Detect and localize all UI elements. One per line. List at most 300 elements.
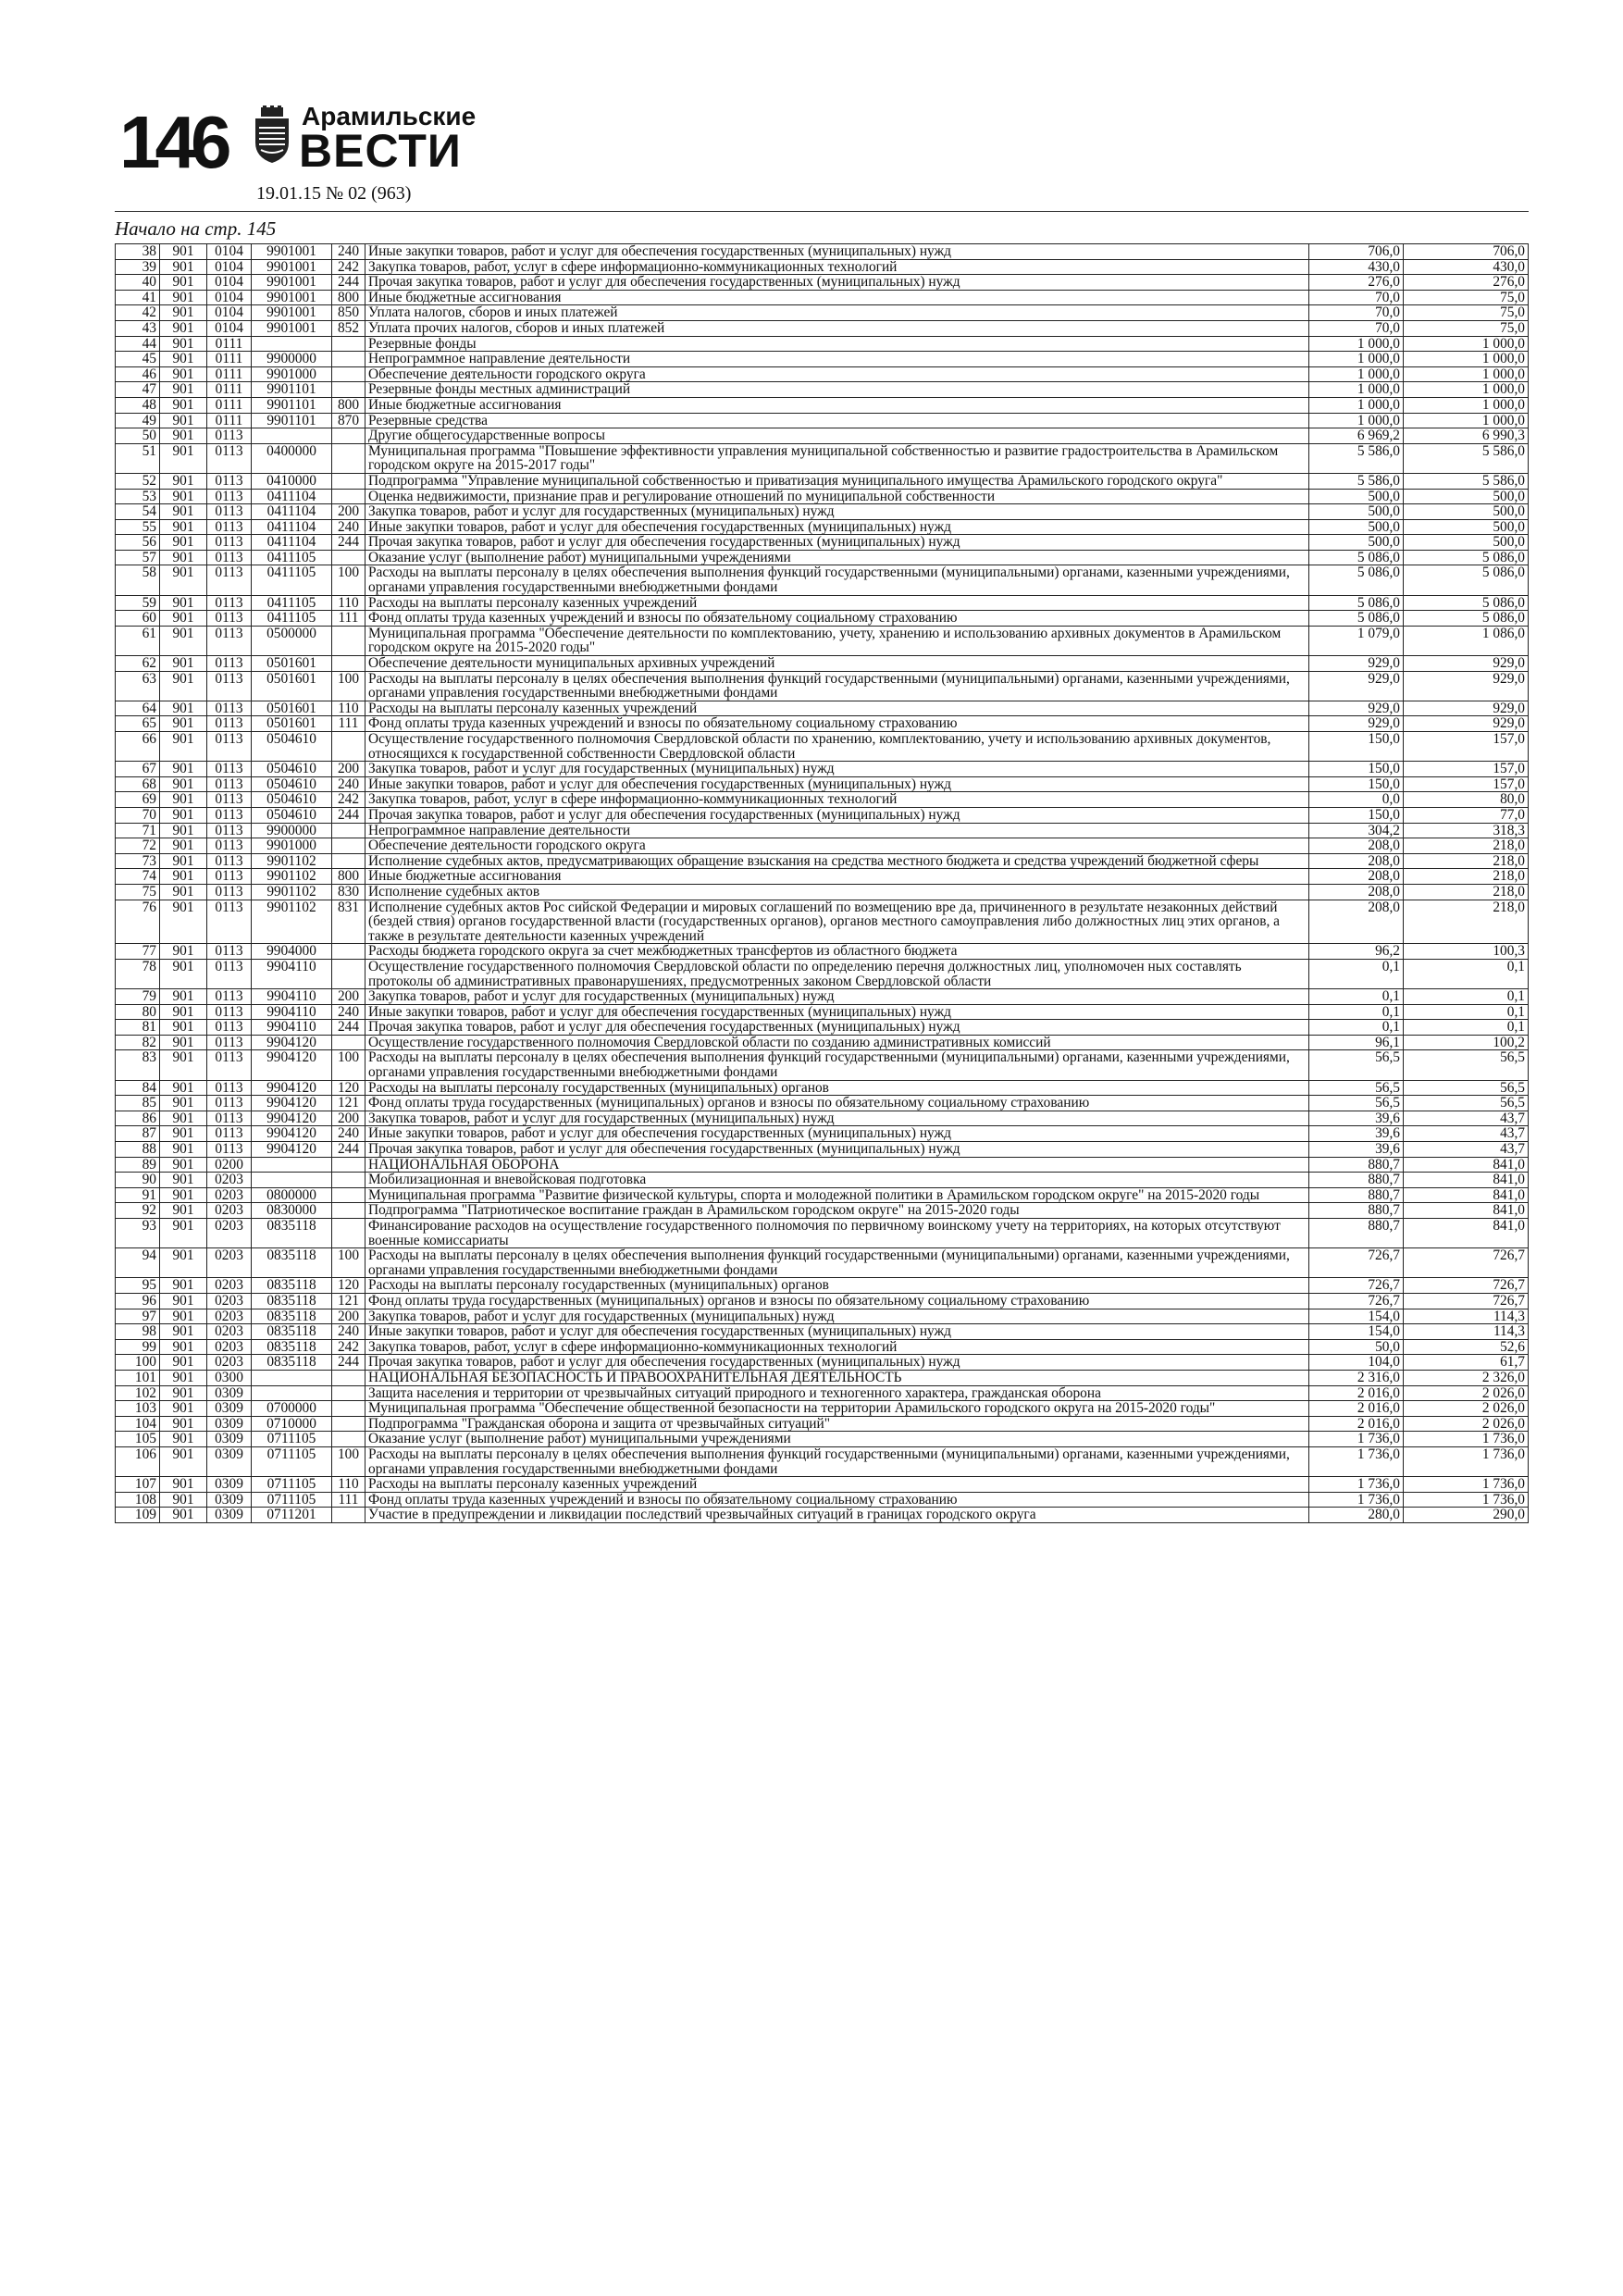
item-description: Защита населения и территории от чрезвычайных ситуаций природного и техногенного характера, гражданская оборона: [365, 1385, 1309, 1401]
row-number: 45: [116, 352, 160, 367]
amount-2016: 1 736,0: [1309, 1492, 1404, 1508]
department-code: 901: [160, 1508, 207, 1523]
section-code: 0309: [207, 1492, 252, 1508]
section-code: 0203: [207, 1219, 252, 1248]
target-article-code: 9904110: [252, 1020, 332, 1036]
amount-2016: 154,0: [1309, 1324, 1404, 1340]
expense-type-code: 240: [332, 776, 365, 792]
section-code: 0104: [207, 244, 252, 260]
expense-type-code: [332, 626, 365, 655]
expense-type-code: 242: [332, 792, 365, 808]
table-row: [116, 1020, 1529, 1036]
section-code: 0203: [207, 1293, 252, 1309]
amount-2016: 880,7: [1309, 1157, 1404, 1173]
item-description: Оказание услуг (выполнение работ) муниципальными учреждениями: [365, 550, 1309, 565]
row-number: 39: [116, 259, 160, 275]
department-code: 901: [160, 244, 207, 260]
target-article-code: 0501601: [252, 701, 332, 716]
amount-2016: 2 316,0: [1309, 1370, 1404, 1385]
section-code: 0113: [207, 762, 252, 777]
department-code: 901: [160, 1432, 207, 1447]
section-code: 0111: [207, 413, 252, 428]
amount-2016: 70,0: [1309, 290, 1404, 305]
department-code: 901: [160, 519, 207, 535]
expense-type-code: 111: [332, 716, 365, 732]
expense-type-code: 121: [332, 1293, 365, 1309]
department-code: 901: [160, 352, 207, 367]
item-description: Иные бюджетные ассигнования: [365, 397, 1309, 413]
table-row: [116, 1339, 1529, 1355]
item-description: Прочая закупка товаров, работ и услуг для обеспечения государственных (муниципальных) нужд: [365, 1355, 1309, 1371]
item-description: Обеспечение деятельности муниципальных архивных учреждений: [365, 656, 1309, 672]
amount-2017: 1 000,0: [1404, 382, 1529, 398]
amount-2017: 56,5: [1404, 1080, 1529, 1096]
expense-type-code: [332, 1432, 365, 1447]
item-description: НАЦИОНАЛЬНАЯ ОБОРОНА: [365, 1157, 1309, 1173]
amount-2016: 430,0: [1309, 259, 1404, 275]
expense-type-code: [332, 838, 365, 854]
table-row: [116, 382, 1529, 398]
table-row: [116, 1111, 1529, 1126]
department-code: 901: [160, 900, 207, 944]
amount-2017: 841,0: [1404, 1173, 1529, 1188]
expense-type-code: 200: [332, 1309, 365, 1324]
amount-2016: 1 000,0: [1309, 397, 1404, 413]
amount-2017: 218,0: [1404, 900, 1529, 944]
item-description: Фонд оплаты труда казенных учреждений и взносы по обязательному социальному страхованию: [365, 611, 1309, 627]
section-code: 0113: [207, 900, 252, 944]
table-row: [116, 595, 1529, 611]
table-row: [116, 1173, 1529, 1188]
item-description: Закупка товаров, работ, услуг в сфере информационно-коммуникационных технологий: [365, 259, 1309, 275]
section-code: 0200: [207, 1157, 252, 1173]
item-description: Расходы бюджета городского округа за счет межбюджетных трансфертов из областного бюджета: [365, 944, 1309, 960]
expense-type-code: [332, 473, 365, 489]
table-row: [116, 1142, 1529, 1158]
item-description: Фонд оплаты труда казенных учреждений и взносы по обязательному социальному страхованию: [365, 716, 1309, 732]
amount-2017: 726,7: [1404, 1248, 1529, 1278]
section-code: 0203: [207, 1339, 252, 1355]
section-code: 0113: [207, 473, 252, 489]
amount-2017: 2 026,0: [1404, 1416, 1529, 1432]
department-code: 901: [160, 776, 207, 792]
target-article-code: 9901001: [252, 320, 332, 336]
section-code: 0113: [207, 489, 252, 504]
target-article-code: 0500000: [252, 626, 332, 655]
expense-type-code: 800: [332, 397, 365, 413]
department-code: 901: [160, 1293, 207, 1309]
target-article-code: 9901000: [252, 366, 332, 382]
section-code: 0309: [207, 1432, 252, 1447]
expense-type-code: 240: [332, 1004, 365, 1020]
amount-2017: 43,7: [1404, 1142, 1529, 1158]
amount-2016: 96,2: [1309, 944, 1404, 960]
amount-2017: 0,1: [1404, 1004, 1529, 1020]
amount-2016: 880,7: [1309, 1219, 1404, 1248]
section-code: 0113: [207, 671, 252, 701]
amount-2016: 880,7: [1309, 1187, 1404, 1203]
department-code: 901: [160, 1096, 207, 1111]
target-article-code: 0411104: [252, 535, 332, 551]
item-description: Обеспечение деятельности городского округа: [365, 366, 1309, 382]
target-article-code: 0504610: [252, 732, 332, 762]
item-description: Муниципальная программа "Развитие физической культуры, спорта и молодежной политики в Арамильском городском округе" на 2015-2020 годы: [365, 1187, 1309, 1203]
amount-2016: 880,7: [1309, 1203, 1404, 1219]
target-article-code: 0400000: [252, 443, 332, 473]
department-code: 901: [160, 535, 207, 551]
item-description: Иные закупки товаров, работ и услуг для обеспечения государственных (муниципальных) нужд: [365, 776, 1309, 792]
section-code: 0113: [207, 959, 252, 988]
table-row: [116, 1508, 1529, 1523]
row-number: 46: [116, 366, 160, 382]
item-description: Мобилизационная и вневойсковая подготовка: [365, 1173, 1309, 1188]
item-description: Подпрограмма "Управление муниципальной собственностью и приватизация муниципального имущества Арамильского городского округа": [365, 473, 1309, 489]
expense-type-code: 830: [332, 884, 365, 900]
section-code: 0113: [207, 443, 252, 473]
section-code: 0309: [207, 1416, 252, 1432]
target-article-code: 9904120: [252, 1080, 332, 1096]
amount-2016: 1 000,0: [1309, 352, 1404, 367]
target-article-code: 0835118: [252, 1278, 332, 1294]
target-article-code: 9901101: [252, 382, 332, 398]
item-description: Прочая закупка товаров, работ и услуг для обеспечения государственных (муниципальных) нужд: [365, 807, 1309, 823]
section-code: 0203: [207, 1324, 252, 1340]
section-code: 0203: [207, 1203, 252, 1219]
expense-type-code: [332, 732, 365, 762]
row-number: 59: [116, 595, 160, 611]
table-row: [116, 504, 1529, 520]
row-number: 68: [116, 776, 160, 792]
department-code: 901: [160, 1278, 207, 1294]
item-description: Исполнение судебных актов: [365, 884, 1309, 900]
amount-2017: 5 086,0: [1404, 550, 1529, 565]
amount-2017: 5 586,0: [1404, 443, 1529, 473]
amount-2017: 56,5: [1404, 1096, 1529, 1111]
amount-2016: 929,0: [1309, 671, 1404, 701]
department-code: 901: [160, 1385, 207, 1401]
item-description: Расходы на выплаты персоналу казенных учреждений: [365, 701, 1309, 716]
item-description: Иные закупки товаров, работ и услуг для обеспечения государственных (муниципальных) нужд: [365, 1324, 1309, 1340]
department-code: 901: [160, 504, 207, 520]
header-rule: [115, 211, 1529, 212]
table-row: [116, 519, 1529, 535]
table-row: [116, 1492, 1529, 1508]
table-row: [116, 244, 1529, 260]
amount-2017: 430,0: [1404, 259, 1529, 275]
department-code: 901: [160, 595, 207, 611]
amount-2017: 0,1: [1404, 989, 1529, 1005]
row-number: 86: [116, 1111, 160, 1126]
section-code: 0104: [207, 259, 252, 275]
table-row: [116, 1309, 1529, 1324]
row-number: 69: [116, 792, 160, 808]
table-row: [116, 1278, 1529, 1294]
table-row: [116, 1401, 1529, 1417]
amount-2017: 706,0: [1404, 244, 1529, 260]
amount-2016: 208,0: [1309, 853, 1404, 869]
amount-2017: 5 586,0: [1404, 473, 1529, 489]
row-number: 42: [116, 305, 160, 321]
table-row: [116, 838, 1529, 854]
row-number: 63: [116, 671, 160, 701]
target-article-code: 0835118: [252, 1355, 332, 1371]
target-article-code: 9901101: [252, 413, 332, 428]
expense-type-code: 870: [332, 413, 365, 428]
section-code: 0113: [207, 838, 252, 854]
target-article-code: 9904110: [252, 989, 332, 1005]
expense-type-code: 244: [332, 1020, 365, 1036]
target-article-code: 0411104: [252, 519, 332, 535]
target-article-code: 9900000: [252, 823, 332, 838]
row-number: 47: [116, 382, 160, 398]
target-article-code: 0501601: [252, 656, 332, 672]
department-code: 901: [160, 320, 207, 336]
target-article-code: 9901001: [252, 305, 332, 321]
section-code: 0113: [207, 792, 252, 808]
target-article-code: 0711105: [252, 1477, 332, 1493]
item-description: Иные бюджетные ассигнования: [365, 869, 1309, 885]
section-code: 0113: [207, 823, 252, 838]
expense-type-code: [332, 1173, 365, 1188]
amount-2016: 500,0: [1309, 489, 1404, 504]
row-number: 67: [116, 762, 160, 777]
expense-type-code: 200: [332, 762, 365, 777]
item-description: Исполнение судебных актов Рос сийской Федерации и мировых соглашений по возмещению вре да, причиненного в результате незаконных действий (бездей ствия) органов государственной власти (государственных органов), органов местного самоуправления либо должностных лиц этих органов, а также в результате деятельности казенных учреждений: [365, 900, 1309, 944]
department-code: 901: [160, 382, 207, 398]
section-code: 0113: [207, 1035, 252, 1050]
table-row: [116, 443, 1529, 473]
amount-2016: 0,1: [1309, 989, 1404, 1005]
section-code: 0113: [207, 1004, 252, 1020]
row-number: 79: [116, 989, 160, 1005]
amount-2016: 1 736,0: [1309, 1432, 1404, 1447]
amount-2017: 5 086,0: [1404, 565, 1529, 595]
target-article-code: 0410000: [252, 473, 332, 489]
target-article-code: [252, 336, 332, 352]
row-number: 58: [116, 565, 160, 595]
section-code: 0113: [207, 428, 252, 444]
item-description: Подпрограмма "Патриотическое воспитание граждан в Арамильском городском округе" на 2015-2020 годы: [365, 1203, 1309, 1219]
amount-2017: 75,0: [1404, 320, 1529, 336]
table-row: [116, 535, 1529, 551]
target-article-code: 0711105: [252, 1432, 332, 1447]
target-article-code: 0504610: [252, 792, 332, 808]
amount-2017: 726,7: [1404, 1293, 1529, 1309]
target-article-code: [252, 1370, 332, 1385]
amount-2016: 726,7: [1309, 1278, 1404, 1294]
expense-type-code: [332, 550, 365, 565]
section-code: 0113: [207, 732, 252, 762]
expense-type-code: 240: [332, 519, 365, 535]
department-code: 901: [160, 1004, 207, 1020]
budget-table: [115, 243, 1529, 1523]
amount-2016: 56,5: [1309, 1096, 1404, 1111]
amount-2017: 157,0: [1404, 762, 1529, 777]
target-article-code: 0501601: [252, 716, 332, 732]
table-row: [116, 305, 1529, 321]
section-code: 0111: [207, 397, 252, 413]
expense-type-code: 121: [332, 1096, 365, 1111]
department-code: 901: [160, 701, 207, 716]
amount-2017: 2 026,0: [1404, 1385, 1529, 1401]
target-article-code: 0835118: [252, 1309, 332, 1324]
department-code: 901: [160, 1324, 207, 1340]
department-code: 901: [160, 838, 207, 854]
department-code: 901: [160, 853, 207, 869]
department-code: 901: [160, 762, 207, 777]
row-number: 40: [116, 275, 160, 291]
expense-type-code: [332, 1385, 365, 1401]
expense-type-code: 100: [332, 671, 365, 701]
target-article-code: 9904120: [252, 1111, 332, 1126]
department-code: 901: [160, 1020, 207, 1036]
expense-type-code: [332, 1035, 365, 1050]
amount-2016: 500,0: [1309, 504, 1404, 520]
department-code: 901: [160, 1187, 207, 1203]
section-code: 0113: [207, 701, 252, 716]
item-description: Муниципальная программа "Повышение эффективности управления муниципальной собственностью и развитие градостроительства в Арамильском городском округе на 2015-2017 годы": [365, 443, 1309, 473]
row-number: 74: [116, 869, 160, 885]
table-row: [116, 397, 1529, 413]
amount-2017: 500,0: [1404, 489, 1529, 504]
item-description: Закупка товаров, работ, услуг в сфере информационно-коммуникационных технологий: [365, 792, 1309, 808]
department-code: 901: [160, 366, 207, 382]
table-row: [116, 1187, 1529, 1203]
amount-2016: 500,0: [1309, 535, 1404, 551]
target-article-code: 9904120: [252, 1035, 332, 1050]
table-row: [116, 1355, 1529, 1371]
amount-2017: 5 086,0: [1404, 611, 1529, 627]
amount-2016: 0,1: [1309, 959, 1404, 988]
amount-2017: 52,6: [1404, 1339, 1529, 1355]
section-code: 0113: [207, 535, 252, 551]
item-description: Расходы на выплаты персоналу в целях обеспечения выполнения функций государственными (муниципальными) органами, казенными учреждениями, органами управления государственными внебюджетными фондами: [365, 1050, 1309, 1080]
expense-type-code: [332, 1203, 365, 1219]
row-number: 88: [116, 1142, 160, 1158]
amount-2017: 929,0: [1404, 671, 1529, 701]
target-article-code: 9904000: [252, 944, 332, 960]
department-code: 901: [160, 275, 207, 291]
department-code: 901: [160, 1080, 207, 1096]
row-number: 98: [116, 1324, 160, 1340]
amount-2017: 218,0: [1404, 884, 1529, 900]
expense-type-code: 831: [332, 900, 365, 944]
expense-type-code: 100: [332, 565, 365, 595]
target-article-code: 0711105: [252, 1492, 332, 1508]
brand-name-top: Арамильские: [302, 102, 477, 130]
page-number: 146: [119, 101, 227, 183]
department-code: 901: [160, 959, 207, 988]
section-code: 0113: [207, 1050, 252, 1080]
target-article-code: 9904110: [252, 1004, 332, 1020]
department-code: 901: [160, 1355, 207, 1371]
item-description: Иные закупки товаров, работ и услуг для обеспечения государственных (муниципальных) нужд: [365, 519, 1309, 535]
amount-2016: 39,6: [1309, 1111, 1404, 1126]
department-code: 901: [160, 611, 207, 627]
row-number: 38: [116, 244, 160, 260]
row-number: 49: [116, 413, 160, 428]
item-description: Муниципальная программа "Обеспечение деятельности по комплектованию, учету, хранению и использованию архивных документов в Арамильском городском округе на 2015-2020 годы": [365, 626, 1309, 655]
item-description: Непрограммное направление деятельности: [365, 823, 1309, 838]
row-number: 41: [116, 290, 160, 305]
section-code: 0113: [207, 776, 252, 792]
target-article-code: 9901001: [252, 244, 332, 260]
row-number: 48: [116, 397, 160, 413]
expense-type-code: 850: [332, 305, 365, 321]
department-code: 901: [160, 336, 207, 352]
section-code: 0113: [207, 944, 252, 960]
amount-2017: 56,5: [1404, 1050, 1529, 1080]
row-number: 56: [116, 535, 160, 551]
target-article-code: [252, 1157, 332, 1173]
amount-2016: 154,0: [1309, 1309, 1404, 1324]
amount-2017: 0,1: [1404, 1020, 1529, 1036]
amount-2016: 208,0: [1309, 900, 1404, 944]
amount-2017: 114,3: [1404, 1309, 1529, 1324]
expense-type-code: 240: [332, 1126, 365, 1142]
amount-2016: 1 736,0: [1309, 1477, 1404, 1493]
row-number: 94: [116, 1248, 160, 1278]
issue-date-number: 19.01.15 № 02 (963): [256, 183, 412, 204]
amount-2017: 1 736,0: [1404, 1477, 1529, 1493]
amount-2016: 280,0: [1309, 1508, 1404, 1523]
item-description: Уплата прочих налогов, сборов и иных платежей: [365, 320, 1309, 336]
table-row: [116, 671, 1529, 701]
row-number: 84: [116, 1080, 160, 1096]
item-description: Уплата налогов, сборов и иных платежей: [365, 305, 1309, 321]
section-code: 0309: [207, 1477, 252, 1493]
item-description: Прочая закупка товаров, работ и услуг для обеспечения государственных (муниципальных) нужд: [365, 535, 1309, 551]
amount-2016: 929,0: [1309, 716, 1404, 732]
expense-type-code: [332, 656, 365, 672]
amount-2017: 500,0: [1404, 504, 1529, 520]
row-number: 96: [116, 1293, 160, 1309]
amount-2016: 5 586,0: [1309, 443, 1404, 473]
section-code: 0203: [207, 1173, 252, 1188]
department-code: 901: [160, 1035, 207, 1050]
department-code: 901: [160, 305, 207, 321]
expense-type-code: 200: [332, 504, 365, 520]
amount-2016: 39,6: [1309, 1126, 1404, 1142]
target-article-code: 9901000: [252, 838, 332, 854]
target-article-code: 9901102: [252, 853, 332, 869]
row-number: 43: [116, 320, 160, 336]
department-code: 901: [160, 443, 207, 473]
item-description: Прочая закупка товаров, работ и услуг для обеспечения государственных (муниципальных) нужд: [365, 1142, 1309, 1158]
row-number: 65: [116, 716, 160, 732]
table-row: [116, 290, 1529, 305]
amount-2016: 1 000,0: [1309, 366, 1404, 382]
expense-type-code: [332, 1157, 365, 1173]
table-row: [116, 565, 1529, 595]
row-number: 64: [116, 701, 160, 716]
item-description: Подпрограмма "Гражданская оборона и защита от чрезвычайных ситуаций": [365, 1416, 1309, 1432]
target-article-code: 0710000: [252, 1416, 332, 1432]
target-article-code: 9904120: [252, 1096, 332, 1111]
amount-2016: 56,5: [1309, 1050, 1404, 1080]
target-article-code: [252, 1173, 332, 1188]
table-row: [116, 1157, 1529, 1173]
item-description: Участие в предупреждении и ликвидации последствий чрезвычайных ситуаций в границах городского округа: [365, 1508, 1309, 1523]
row-number: 95: [116, 1278, 160, 1294]
amount-2016: 208,0: [1309, 884, 1404, 900]
table-row: [116, 413, 1529, 428]
table-row: [116, 259, 1529, 275]
amount-2017: 1 000,0: [1404, 397, 1529, 413]
table-row: [116, 853, 1529, 869]
amount-2017: 75,0: [1404, 290, 1529, 305]
section-code: 0113: [207, 807, 252, 823]
